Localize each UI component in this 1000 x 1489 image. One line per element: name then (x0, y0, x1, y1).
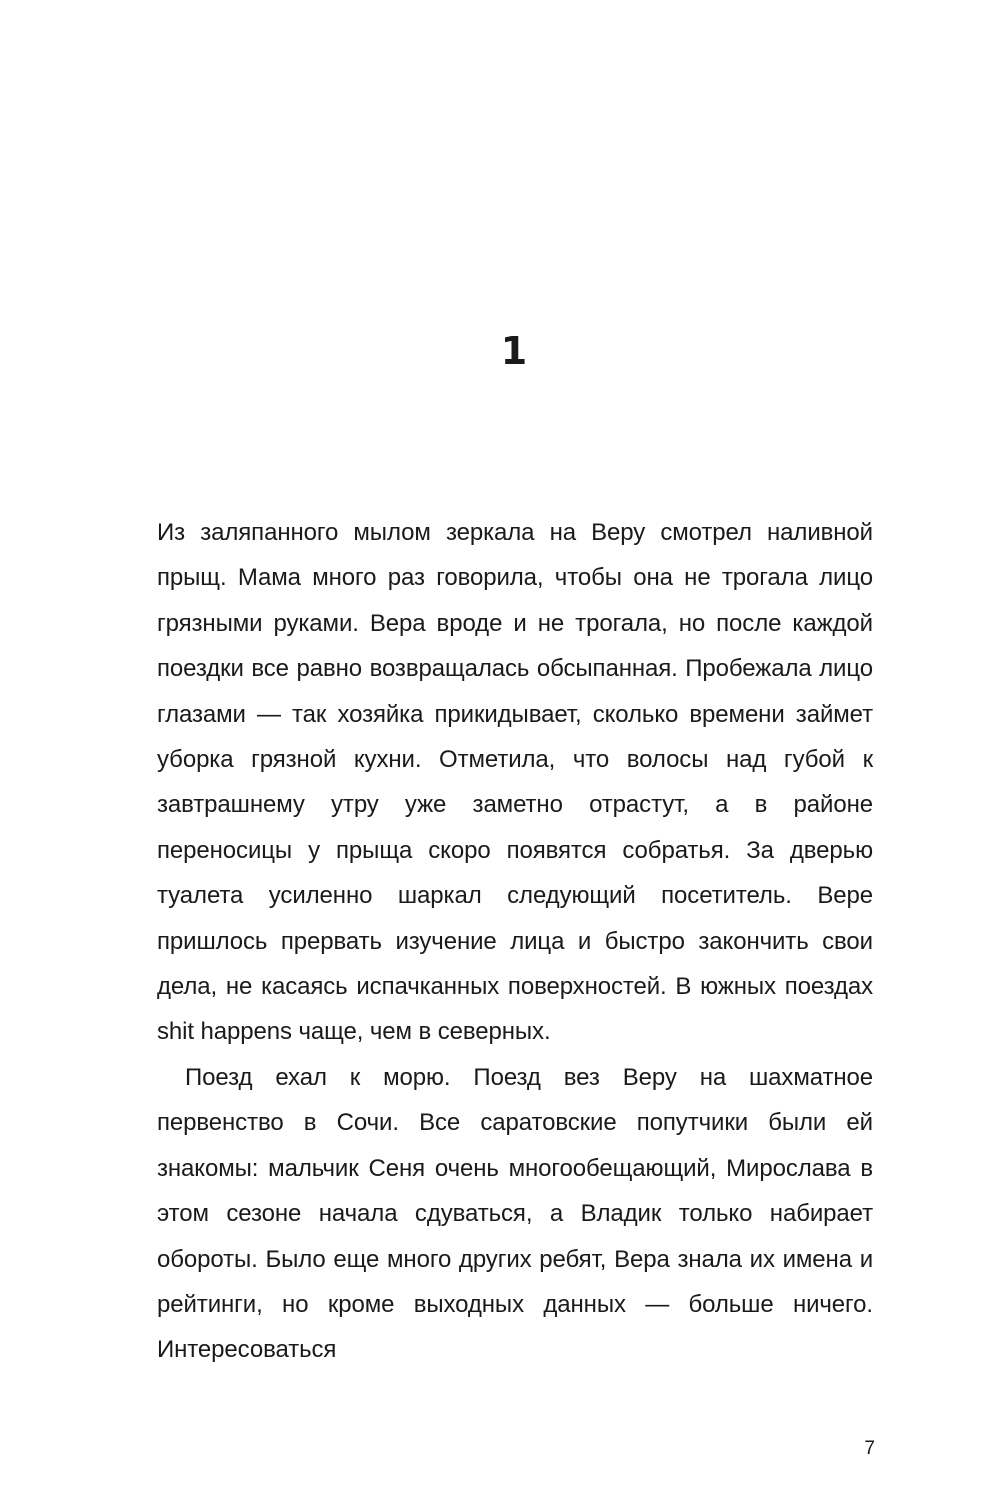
page-number: 7 (864, 1438, 875, 1459)
body-text (157, 510, 873, 1373)
paragraph-1: Из заляпанного мылом зеркала на Веру смотрел наливной прыщ. Мама много раз говорила, чтобы она не трогала лицо грязными руками. Вера вроде и не трогала, но после каждой поездки все равно возвращалась обсыпанная. Пробежала лицо глазами — так хозяйка прикидывает, сколько времени займет уборка грязной кухни. Отметила, что волосы над губой к завтрашнему утру уже заметно отрастут, а в районе переносицы у прыща скоро появятся собратья. За дверью туалета усиленно шаркал следующий посетитель. Вере пришлось прервать изучение лица и быстро закончить свои дела, не касаясь испачканных поверхностей. В южных поездах shit happens чаще, чем в северных. (157, 519, 873, 1046)
paragraph-2: Поезд ехал к морю. Поезд вез Веру на шахматное первенство в Сочи. Все саратовские попутчики были ей знакомы: мальчик Сеня очень многообещающий, Мирослава в этом сезоне начала сдуваться, а Владик только набирает обороты. Было еще много других ребят, Вера знала их имена и рейтинги, но кроме выходных данных — больше ничего. Интересоваться (157, 1063, 873, 1364)
chapter-number: 1 (500, 329, 528, 373)
